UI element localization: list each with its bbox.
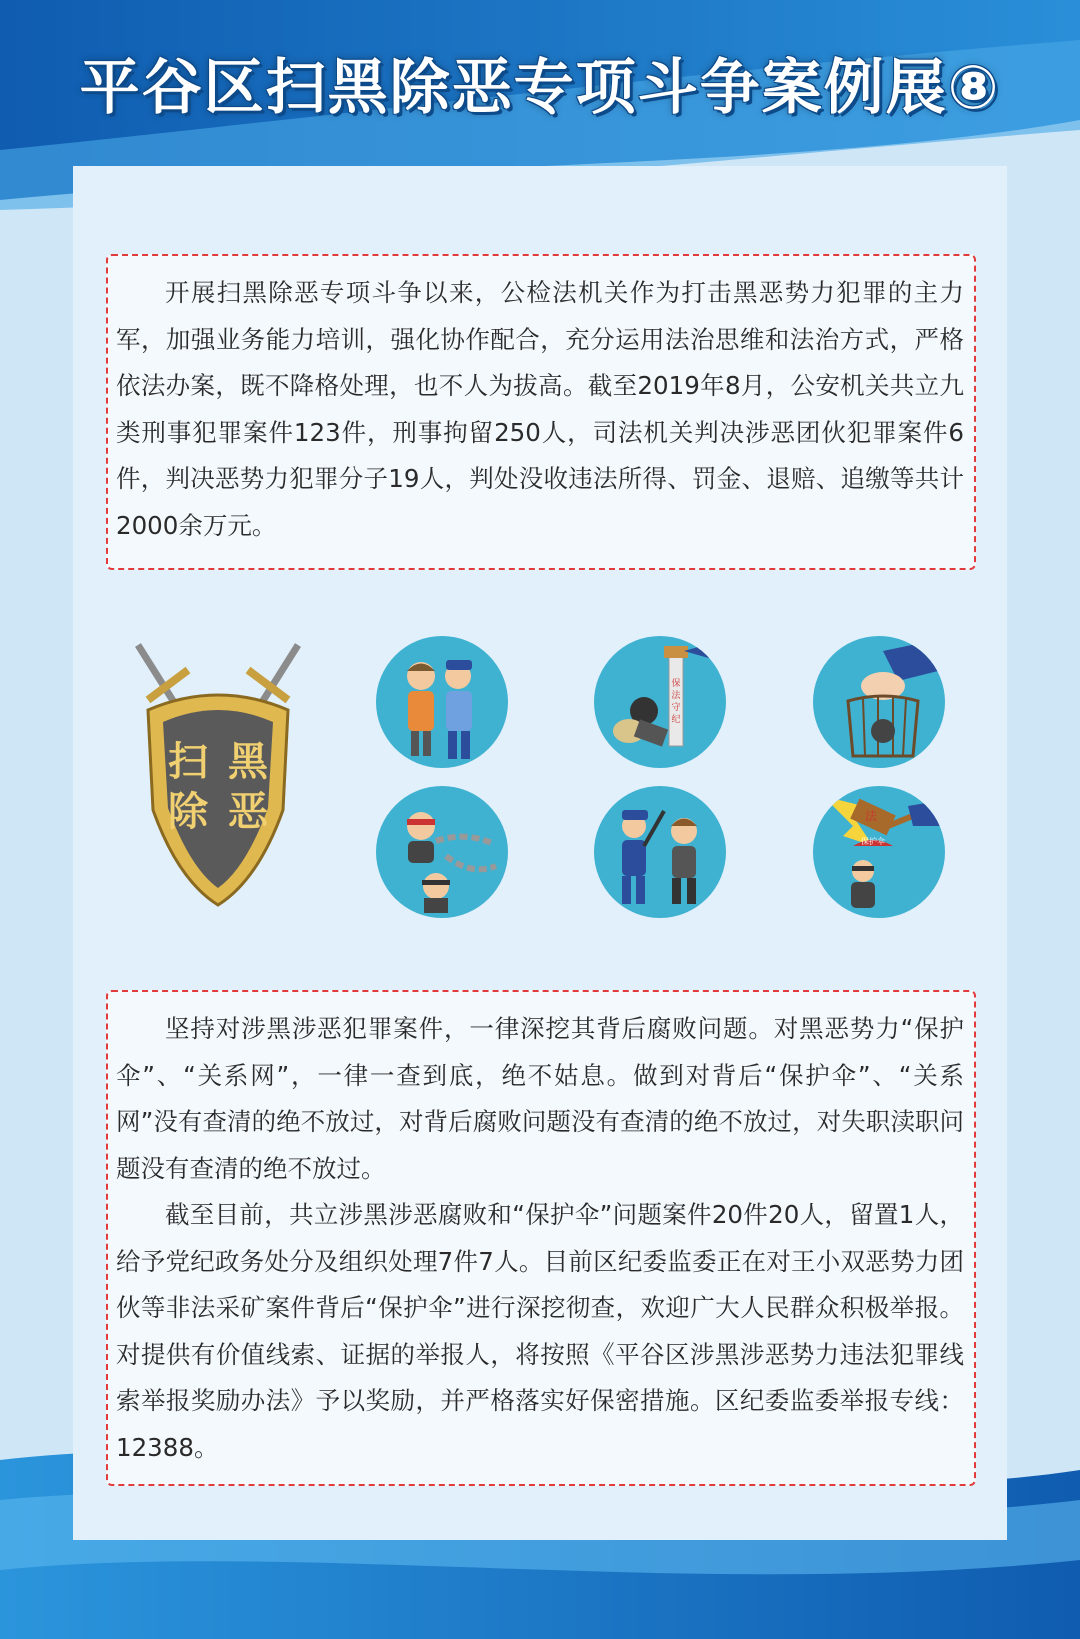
section-2-paragraph-1: 坚持对涉黑涉恶犯罪案件，一律深挖其背后腐败问题。对黑恶势力“保护伞”、“关系网”，一律一查到底，绝不姑息。做到对背后“保护伞”、“关系网”没有查清的绝不放过，对背后腐败问题没有查清的绝不放过，对失职渎职问题没有查清的绝不放过。: [116, 1014, 964, 1183]
svg-text:纪: 纪: [671, 715, 681, 725]
shield-text: 扫黑: [168, 739, 268, 785]
section-1-text-box: [106, 254, 976, 570]
police-arrest-icon: [376, 636, 508, 768]
sword-strike-icon: [594, 636, 726, 768]
caged-criminal-icon: [813, 636, 945, 768]
svg-text:除恶: 除恶: [168, 789, 268, 835]
section-2-text-box: [106, 990, 976, 1486]
section-1-paragraph: 开展扫黑除恶专项斗争以来，公检法机关作为打击黑恶势力犯罪的主力军，加强业务能力培训，强化协作配合，充分运用法治思维和法治方式，严格依法办案，既不降格处理，也不人为拔高。截至2019年8月，公安机关共立九类刑事犯罪案件123件，刑事拘留250人，司法机关判决涉恶团伙犯罪案件6件，判决恶势力犯罪分子19人，判处没收违法所得、罚金、退赔、追缴等共计2000余万元。: [116, 278, 964, 540]
chain-break-icon: [376, 786, 508, 918]
page-title: 平谷区扫黑除恶专项斗争案例展⑧: [79, 53, 1001, 123]
police-chase-icon: [594, 786, 726, 918]
section-2-paragraph-2: 截至目前，共立涉黑涉恶腐败和“保护伞”问题案件20件20人，留置1人，给予党纪政务处分及组织处理7件7人。目前区纪委监委正在对王小双恶势力团伙等非法采矿案件背后“保护伞”进行深挖彻查，欢迎广大人民群众积极举报。对提供有价值线索、证据的举报人，将按照《平谷区涉黑涉恶势力违法犯罪线索举报奖励办法》予以奖励，并严格落实好保密措施。区纪委监委举报专线：12388。: [116, 1200, 964, 1462]
svg-text:保护伞: 保护伞: [861, 837, 885, 846]
svg-text:法: 法: [671, 691, 681, 701]
svg-text:守: 守: [671, 703, 681, 713]
shield-emblem-icon: [128, 640, 308, 920]
gavel-umbrella-icon: [813, 786, 945, 918]
svg-text:保: 保: [671, 679, 681, 689]
svg-text:法: 法: [864, 809, 878, 823]
